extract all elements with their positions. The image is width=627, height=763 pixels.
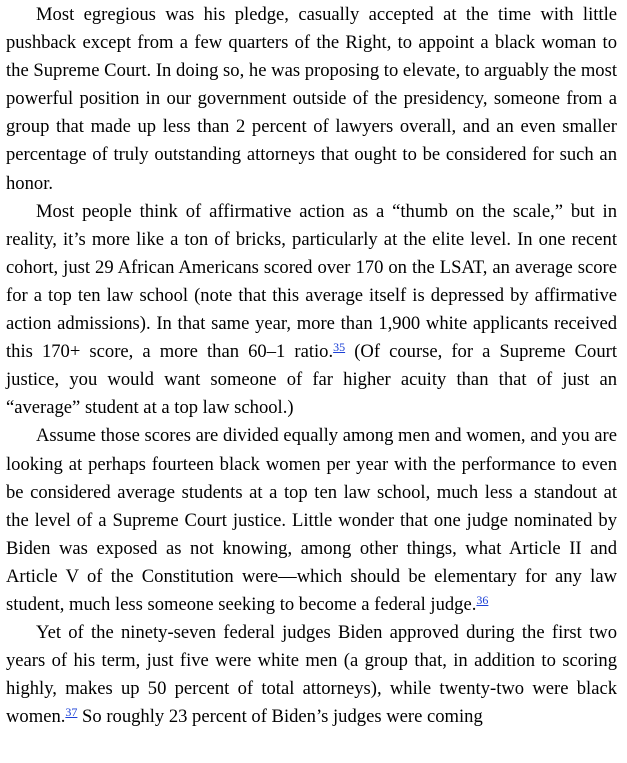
footnote-link-37[interactable]: 37: [65, 705, 78, 720]
footnote-link-36[interactable]: 36: [476, 592, 489, 607]
paragraph-federal-judges: [6, 619, 617, 731]
paragraph-text: Assume those scores are divided equally among men and women, and you are looking at perhaps fourteen black women per year with the performance to even be considered average students at a top ten law school, much less a standout at the level of a Supreme Court justice. Little wonder that one judge nominated by Biden was exposed as not knowing, among other things, what Article II and Article V of the Constitution were—which should be elementary for any law student, much less someone seeking to become a federal judge.: [6, 425, 617, 615]
paragraph-text: (Of course, for a Supreme Court justice, you would want someone of far higher acuity than that of just an “average” student at a top law school.): [6, 341, 617, 419]
paragraph-text: So roughly 23 percent of Biden’s judges were coming: [77, 706, 483, 728]
paragraph-pledge: [6, 1, 617, 198]
footnote-link-35[interactable]: 35: [333, 340, 346, 355]
paragraph-affirmative-action: [6, 198, 617, 423]
paragraph-scores: [6, 422, 617, 619]
paragraph-text: Most egregious was his pledge, casually accepted at the time with little pushback except from a few quarters of the Right, to appoint a black woman to the Supreme Court. In doing so, he was proposing to elevate, to arguably the most powerful position in our government outside of the presidency, someone from a group that made up less than 2 percent of lawyers overall, and an even smaller percentage of truly outstanding attorneys that ought to be considered for such an honor.: [6, 4, 617, 194]
paragraph-text: Yet of the ninety-seven federal judges Biden approved during the first two years of his term, just five were white men (a group that, in addition to scoring highly, makes up 50 percent of total attorneys), while twenty-two were black women.: [6, 622, 617, 728]
paragraph-text: Most people think of affirmative action as a “thumb on the scale,” but in reality, it’s more like a ton of bricks, particularly at the elite level. In one recent cohort, just 29 African Americans scored over 170 on the LSAT, an average score for a top ten law school (note that this average itself is depressed by affirmative action admissions). In that same year, more than 1,900 white applicants received this 170+ score, a more than 60–1 ratio.: [6, 200, 617, 363]
